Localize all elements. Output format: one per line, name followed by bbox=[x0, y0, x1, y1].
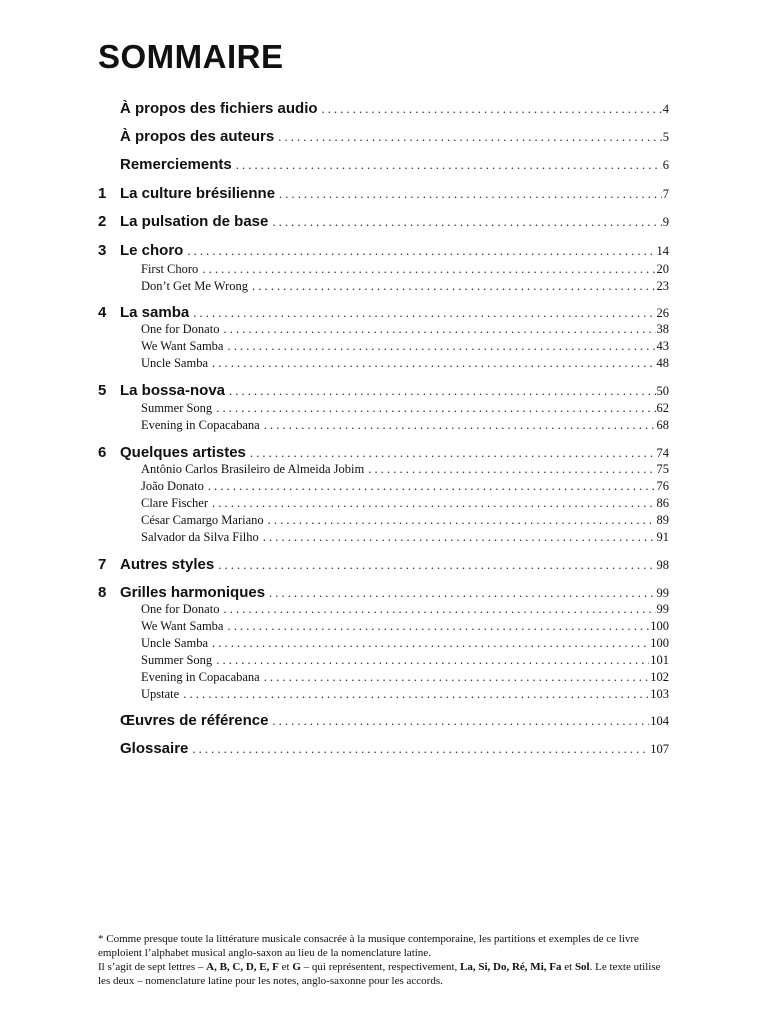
page-number: 43 bbox=[656, 339, 669, 353]
dot-leader bbox=[227, 339, 655, 354]
footnote-notes: La, Si, Do, Ré, Mi, Fa bbox=[460, 961, 562, 973]
toc-label: Œuvres de référence bbox=[120, 712, 269, 729]
toc-label: Evening in Copacabana bbox=[141, 670, 260, 684]
dot-leader bbox=[272, 215, 661, 230]
toc-label: La bossa-nova bbox=[120, 382, 226, 399]
toc-label: One for Donato bbox=[141, 602, 220, 616]
dot-leader bbox=[252, 279, 655, 294]
toc-label: Quelques artistes bbox=[120, 444, 246, 461]
page-number: 91 bbox=[656, 530, 669, 544]
page-number: 107 bbox=[650, 742, 669, 756]
dot-leader bbox=[223, 322, 655, 337]
toc-label: À propos des fichiers audio bbox=[120, 100, 318, 117]
toc-label: Summer Song bbox=[141, 401, 213, 415]
dot-leader bbox=[264, 418, 656, 433]
dot-leader bbox=[268, 513, 656, 528]
toc-label: João Donato bbox=[141, 479, 204, 493]
dot-leader bbox=[229, 384, 655, 399]
page-number: 50 bbox=[656, 384, 669, 398]
chapter-number: 8 bbox=[98, 584, 107, 601]
page-number: 76 bbox=[656, 479, 669, 493]
dot-leader bbox=[269, 586, 655, 601]
footnote-mid: – qui représentent, respectivement, bbox=[300, 961, 461, 973]
toc-label: Uncle Samba bbox=[141, 356, 208, 370]
dot-leader bbox=[202, 262, 655, 277]
dot-leader bbox=[223, 602, 655, 617]
toc-label: Remerciements bbox=[120, 156, 232, 173]
footnote-sol: Sol bbox=[574, 961, 590, 973]
toc-label: Antônio Carlos Brasileiro de Almeida Jobim bbox=[141, 462, 365, 476]
chapter-number: 6 bbox=[98, 444, 107, 461]
page-number: 86 bbox=[656, 496, 669, 510]
toc-label: Upstate bbox=[141, 687, 180, 701]
page-number: 7 bbox=[662, 187, 669, 201]
page-title: SOMMAIRE bbox=[98, 38, 284, 75]
toc-label: We Want Samba bbox=[141, 619, 224, 633]
page-number: 38 bbox=[656, 322, 669, 336]
chapter-number: 4 bbox=[98, 304, 107, 321]
dot-leader bbox=[263, 530, 656, 545]
page-number: 99 bbox=[656, 602, 669, 616]
footnote-line-1: * Comme presque toute la littérature musicale consacrée à la musique contemporaine, les partitions et exemples de ce livre emploient l’alphabet musical anglo-saxon au lieu de la nomenclature latine. bbox=[98, 933, 639, 959]
chapter-number: 7 bbox=[98, 556, 107, 573]
page-number: 6 bbox=[662, 158, 669, 172]
dot-leader bbox=[187, 244, 655, 259]
toc-label: Glossaire bbox=[120, 740, 189, 757]
page-number: 5 bbox=[662, 130, 669, 144]
page-number: 99 bbox=[656, 586, 669, 600]
toc-label: Summer Song bbox=[141, 653, 213, 667]
dot-leader bbox=[183, 687, 649, 702]
toc-label: La samba bbox=[120, 304, 190, 321]
page-number: 100 bbox=[650, 636, 669, 650]
dot-leader bbox=[264, 670, 650, 685]
toc-label: Don’t Get Me Wrong bbox=[141, 279, 249, 293]
page-number: 9 bbox=[662, 215, 669, 229]
toc-label: La pulsation de base bbox=[120, 213, 269, 230]
footnote-post: . Le texte utilise les deux – nomenclature latine pour les notes, anglo-saxonne pour les accords. bbox=[98, 961, 661, 987]
chapter-number: 5 bbox=[98, 382, 107, 399]
footnote-g: G bbox=[292, 961, 301, 973]
dot-leader bbox=[212, 356, 656, 371]
dot-leader bbox=[236, 158, 662, 173]
page-number: 74 bbox=[656, 446, 669, 460]
dot-leader bbox=[322, 102, 662, 117]
toc-label: We Want Samba bbox=[141, 339, 224, 353]
dot-leader bbox=[216, 653, 649, 668]
toc-label: Evening in Copacabana bbox=[141, 418, 260, 432]
toc-label: À propos des auteurs bbox=[120, 128, 275, 145]
footnote-et-2: et bbox=[561, 961, 575, 973]
dot-leader bbox=[192, 742, 649, 757]
page-number: 23 bbox=[656, 279, 669, 293]
page-number: 68 bbox=[656, 418, 669, 432]
toc-label: La culture brésilienne bbox=[120, 185, 276, 202]
page-number: 102 bbox=[650, 670, 669, 684]
dot-leader bbox=[212, 636, 649, 651]
page-number: 100 bbox=[650, 619, 669, 633]
toc-label: Uncle Samba bbox=[141, 636, 208, 650]
page-number: 14 bbox=[656, 244, 669, 258]
page-number: 101 bbox=[650, 653, 669, 667]
page-number: 62 bbox=[656, 401, 669, 415]
dot-leader bbox=[272, 714, 649, 729]
footnote bbox=[98, 932, 674, 988]
page-number: 26 bbox=[656, 306, 669, 320]
chapter-number: 3 bbox=[98, 242, 107, 259]
toc-label: Autres styles bbox=[120, 556, 215, 573]
page-number: 20 bbox=[656, 262, 669, 276]
footnote-et-1: et bbox=[278, 961, 293, 973]
toc-label: One for Donato bbox=[141, 322, 220, 336]
dot-leader bbox=[212, 496, 656, 511]
chapter-number: 2 bbox=[98, 213, 107, 230]
dot-leader bbox=[216, 401, 655, 416]
page-number: 104 bbox=[650, 714, 669, 728]
dot-leader bbox=[227, 619, 649, 634]
footnote-letters: A, B, C, D, E, F bbox=[206, 961, 279, 973]
dot-leader bbox=[218, 558, 655, 573]
page-number: 98 bbox=[656, 558, 669, 572]
toc-label: First Choro bbox=[141, 262, 199, 276]
dot-leader bbox=[208, 479, 656, 494]
footnote-line-2-pre: Il s’agit de sept lettres – bbox=[98, 961, 207, 973]
page-number: 103 bbox=[650, 687, 669, 701]
toc-label: Salvador da Silva Filho bbox=[141, 530, 259, 544]
page-number: 75 bbox=[656, 462, 669, 476]
toc-label: César Camargo Mariano bbox=[141, 513, 264, 527]
toc-label: Le choro bbox=[120, 242, 184, 259]
dot-leader bbox=[278, 130, 662, 145]
page-number: 89 bbox=[656, 513, 669, 527]
page-number: 48 bbox=[656, 356, 669, 370]
dot-leader bbox=[368, 462, 655, 477]
dot-leader bbox=[193, 306, 655, 321]
toc-label: Grilles harmoniques bbox=[120, 584, 266, 601]
chapter-number: 1 bbox=[98, 185, 107, 202]
page-number: 4 bbox=[662, 102, 669, 116]
toc-label: Clare Fischer bbox=[141, 496, 208, 510]
dot-leader bbox=[250, 446, 656, 461]
dot-leader bbox=[279, 187, 662, 202]
